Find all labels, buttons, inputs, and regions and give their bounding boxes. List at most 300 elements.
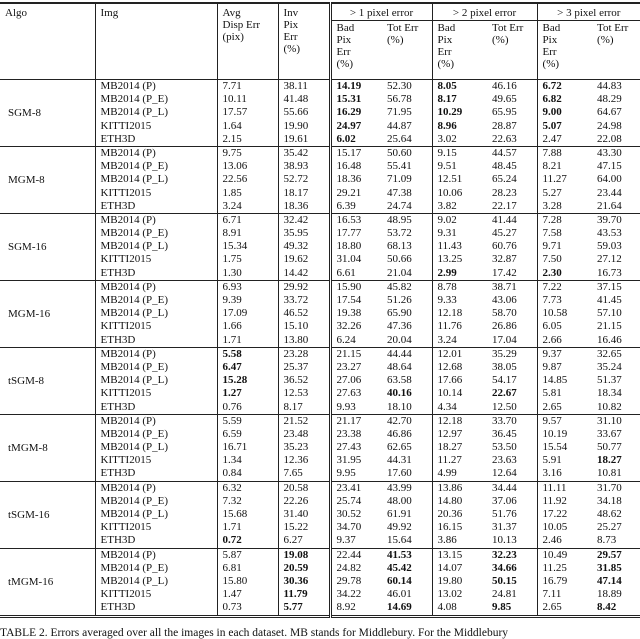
value-cell: 71.95 [387, 106, 412, 119]
results-table [0, 2, 640, 620]
value-cell: 2.15 [217, 133, 278, 147]
value-cell: 9.51 [432, 160, 487, 173]
value-cell: 15.10 [278, 320, 330, 333]
value-cell: 25.64 [387, 132, 412, 145]
value-cell: 15.22 [278, 521, 330, 534]
header-group-1px: > 1 pixel error [330, 3, 432, 21]
value-cell: 12.97 [432, 428, 487, 441]
value-cell: 2.66 [537, 334, 592, 348]
value-cell: 21.15 [597, 320, 622, 333]
value-cell: 6.24 [330, 334, 382, 348]
value-cell: 4.34 [432, 401, 487, 415]
value-cell: 50.60 [382, 146, 432, 160]
value-cell: 47.36 [387, 320, 412, 333]
table-row [0, 173, 640, 186]
img-cell: ETH3D [95, 467, 217, 481]
value-cell: 5.77 [278, 601, 330, 616]
value-cell: 30.36 [278, 575, 330, 588]
value-cell: 18.27 [432, 441, 487, 454]
value-cell: 10.11 [217, 93, 278, 106]
value-cell: 26.86 [492, 320, 517, 333]
value-cell: 15.54 [537, 441, 592, 454]
value-cell: 6.27 [278, 534, 330, 548]
value-cell: 23.41 [330, 481, 382, 495]
value-cell: 6.32 [217, 481, 278, 495]
value-cell: 49.32 [278, 240, 330, 253]
value-cell: 29.78 [330, 575, 382, 588]
value-cell: 22.67 [492, 387, 517, 400]
table-row [0, 200, 640, 214]
value-cell: 58.70 [492, 307, 517, 320]
table-row [0, 80, 640, 94]
table-row [0, 374, 640, 387]
value-cell: 21.52 [278, 414, 330, 428]
img-cell: ETH3D [95, 133, 217, 147]
img-cell: MB2014 (P_E) [95, 93, 217, 106]
value-cell: 41.44 [487, 213, 537, 227]
value-cell: 44.44 [382, 347, 432, 361]
value-cell: 10.29 [432, 106, 487, 119]
value-cell: 11.11 [537, 481, 592, 495]
header-line: Disp Err [222, 19, 261, 31]
value-cell: 55.41 [387, 160, 412, 173]
table-row [0, 454, 640, 467]
value-cell: 50.77 [597, 441, 622, 454]
value-cell: 62.65 [387, 441, 412, 454]
value-cell: 7.28 [537, 213, 592, 227]
value-cell: 0.72 [217, 534, 278, 548]
table-row [0, 334, 640, 348]
value-cell: 8.17 [278, 401, 330, 415]
value-cell: 50.66 [387, 253, 412, 266]
value-cell: 12.36 [278, 454, 330, 467]
header-line: (%) [283, 43, 300, 55]
value-cell: 23.38 [330, 428, 382, 441]
value-cell: 24.81 [492, 588, 517, 601]
value-cell: 59.03 [597, 240, 622, 253]
header-tot-err [487, 21, 537, 80]
header-img: Img [95, 3, 217, 80]
value-cell: 9.37 [537, 347, 592, 361]
value-cell: 18.80 [330, 240, 382, 253]
value-cell: 52.72 [278, 173, 330, 186]
value-cell: 10.06 [432, 187, 487, 200]
value-cell: 7.58 [537, 227, 592, 240]
header-line: Pix [542, 34, 558, 46]
value-cell: 12.68 [432, 361, 487, 374]
value-cell: 16.48 [330, 160, 382, 173]
value-cell: 35.95 [278, 227, 330, 240]
value-cell: 47.14 [597, 574, 622, 587]
header-line: Bad [542, 22, 561, 34]
table-row [0, 481, 640, 495]
value-cell: 60.76 [492, 240, 517, 253]
value-cell: 17.22 [537, 508, 592, 521]
table-row [0, 93, 640, 106]
value-cell: 9.57 [537, 414, 592, 428]
value-cell: 16.73 [597, 266, 622, 279]
value-cell: 19.80 [432, 575, 487, 588]
value-cell: 32.42 [278, 213, 330, 227]
header-group-2px: > 2 pixel error [432, 3, 537, 21]
value-cell: 9.00 [537, 106, 592, 119]
value-cell: 16.71 [217, 441, 278, 454]
value-cell: 13.86 [432, 481, 487, 495]
table-row [0, 428, 640, 441]
algo-label: MGM-8 [0, 146, 95, 213]
value-cell: 15.68 [217, 508, 278, 521]
value-cell: 36.52 [278, 374, 330, 387]
img-cell: ETH3D [95, 200, 217, 214]
value-cell: 19.38 [330, 307, 382, 320]
header-tot-err [382, 21, 432, 80]
value-cell: 44.57 [487, 146, 537, 160]
table-row [0, 414, 640, 428]
value-cell: 54.17 [492, 374, 517, 387]
value-cell: 36.45 [492, 427, 517, 440]
value-cell: 18.34 [597, 387, 622, 400]
algo-label: tSGM-8 [0, 347, 95, 414]
value-cell: 1.30 [217, 267, 278, 281]
value-cell: 25.74 [330, 495, 382, 508]
value-cell: 16.46 [597, 333, 622, 346]
value-cell: 1.27 [217, 387, 278, 400]
value-cell: 11.25 [537, 562, 592, 575]
value-cell: 31.40 [278, 508, 330, 521]
value-cell: 48.62 [597, 508, 622, 520]
value-cell: 2.46 [537, 534, 592, 548]
value-cell: 16.53 [330, 213, 382, 227]
table-row [0, 307, 640, 320]
header-line: Pix [437, 34, 453, 46]
value-cell: 6.71 [217, 213, 278, 227]
value-cell: 12.53 [278, 387, 330, 400]
value-cell: 51.37 [597, 374, 622, 387]
value-cell: 9.75 [217, 146, 278, 160]
value-cell: 33.72 [278, 294, 330, 307]
value-cell: 4.99 [432, 467, 487, 481]
value-cell: 71.09 [387, 173, 412, 186]
header-tot-err [592, 21, 640, 80]
value-cell: 12.50 [492, 400, 517, 413]
value-cell: 9.85 [492, 601, 512, 614]
value-cell: 1.47 [217, 588, 278, 601]
img-cell: MB2014 (P_L) [95, 374, 217, 387]
value-cell: 46.16 [487, 80, 537, 94]
value-cell: 14.85 [537, 374, 592, 387]
value-cell: 1.85 [217, 187, 278, 200]
value-cell: 22.17 [492, 199, 517, 212]
table-row [0, 601, 640, 616]
img-cell: ETH3D [95, 601, 217, 616]
value-cell: 28.87 [492, 119, 517, 132]
value-cell: 31.04 [330, 253, 382, 266]
header-bad-pix-err [330, 21, 382, 80]
value-cell: 2.65 [537, 401, 592, 415]
value-cell: 25.37 [278, 361, 330, 374]
value-cell: 7.22 [537, 280, 592, 294]
value-cell: 53.72 [387, 227, 412, 240]
img-cell: MB2014 (P) [95, 146, 217, 160]
value-cell: 48.00 [387, 494, 412, 507]
header-line: (%) [597, 34, 614, 46]
value-cell: 49.92 [387, 521, 412, 534]
value-cell: 15.17 [330, 146, 382, 160]
img-cell: MB2014 (P_L) [95, 307, 217, 320]
value-cell: 27.63 [330, 387, 382, 400]
value-cell: 8.91 [217, 227, 278, 240]
value-cell: 51.76 [492, 508, 517, 520]
value-cell: 11.79 [278, 588, 330, 601]
value-cell: 14.80 [432, 495, 487, 508]
img-cell: MB2014 (P) [95, 80, 217, 94]
value-cell: 22.44 [330, 548, 382, 562]
value-cell: 43.53 [597, 227, 622, 240]
header-bad-pix-err [432, 21, 487, 80]
value-cell: 47.15 [597, 160, 622, 173]
value-cell: 18.27 [597, 454, 622, 467]
table-row [0, 387, 640, 400]
value-cell: 45.82 [382, 280, 432, 294]
table-row [0, 534, 640, 548]
header-line: Inv [283, 7, 299, 19]
value-cell: 44.83 [592, 80, 640, 94]
value-cell: 17.77 [330, 227, 382, 240]
value-cell: 1.64 [217, 120, 278, 133]
value-cell: 5.58 [217, 347, 278, 361]
value-cell: 22.26 [278, 495, 330, 508]
table-row [0, 521, 640, 534]
img-cell: MB2014 (P) [95, 213, 217, 227]
value-cell: 48.95 [382, 213, 432, 227]
value-cell: 20.04 [387, 333, 412, 346]
value-cell: 11.27 [432, 454, 487, 467]
value-cell: 31.37 [492, 521, 517, 534]
header-line: Avg [222, 7, 241, 19]
value-cell: 8.21 [537, 160, 592, 173]
value-cell: 27.06 [330, 374, 382, 387]
value-cell: 24.74 [387, 199, 412, 212]
value-cell: 3.16 [537, 467, 592, 481]
value-cell: 7.73 [537, 294, 592, 307]
table-row [0, 320, 640, 333]
img-cell: MB2014 (P_E) [95, 294, 217, 307]
value-cell: 39.70 [592, 213, 640, 227]
value-cell: 17.09 [217, 307, 278, 320]
value-cell: 3.28 [537, 200, 592, 214]
img-cell: MB2014 (P) [95, 280, 217, 294]
value-cell: 50.15 [492, 574, 517, 587]
bottom-rule [0, 616, 640, 620]
img-cell: MB2014 (P_L) [95, 508, 217, 521]
value-cell: 14.07 [432, 562, 487, 575]
table-row [0, 361, 640, 374]
value-cell: 7.88 [537, 146, 592, 160]
value-cell: 52.30 [382, 80, 432, 94]
img-cell: MB2014 (P) [95, 347, 217, 361]
value-cell: 3.82 [432, 200, 487, 214]
value-cell: 13.02 [432, 588, 487, 601]
value-cell: 10.14 [432, 387, 487, 400]
table-caption: TABLE 2. Errors averaged over all the images in each dataset. MB stands for Middlebury. For the Middlebury [0, 627, 509, 639]
value-cell: 14.69 [387, 601, 412, 614]
value-cell: 25.27 [597, 521, 622, 534]
value-cell: 19.61 [278, 133, 330, 147]
value-cell: 7.11 [537, 588, 592, 601]
value-cell: 35.29 [487, 347, 537, 361]
header-line: (%) [542, 58, 560, 70]
header-line: Pix [336, 34, 352, 46]
value-cell: 61.91 [387, 508, 412, 520]
value-cell: 10.05 [537, 521, 592, 534]
value-cell: 1.66 [217, 320, 278, 333]
value-cell: 13.25 [432, 253, 487, 266]
header-line: Err [437, 46, 452, 58]
value-cell: 32.23 [487, 548, 537, 562]
value-cell: 32.65 [592, 347, 640, 361]
value-cell: 53.50 [492, 441, 517, 454]
header-line: (%) [387, 34, 404, 46]
img-cell: MB2014 (P_E) [95, 428, 217, 441]
value-cell: 34.18 [597, 494, 622, 507]
value-cell: 10.58 [537, 307, 592, 320]
value-cell: 23.44 [597, 186, 622, 199]
value-cell: 17.04 [492, 333, 517, 346]
value-cell: 32.26 [330, 320, 382, 333]
value-cell: 12.18 [432, 414, 487, 428]
table-row [0, 495, 640, 508]
value-cell: 9.33 [432, 294, 487, 307]
value-cell: 35.42 [278, 146, 330, 160]
table-row [0, 548, 640, 562]
value-cell: 8.42 [597, 601, 617, 614]
value-cell: 0.73 [217, 601, 278, 616]
value-cell: 28.23 [492, 186, 517, 199]
value-cell: 22.08 [597, 132, 622, 145]
value-cell: 29.21 [330, 187, 382, 200]
value-cell: 1.71 [217, 521, 278, 534]
header-line: Err [283, 31, 298, 43]
img-cell: MB2014 (P_E) [95, 562, 217, 575]
value-cell: 24.98 [597, 119, 622, 132]
value-cell: 5.87 [217, 548, 278, 562]
table-row [0, 253, 640, 266]
value-cell: 9.15 [432, 146, 487, 160]
value-cell: 15.64 [387, 534, 412, 547]
value-cell: 21.17 [330, 414, 382, 428]
value-cell: 6.47 [217, 361, 278, 374]
value-cell: 7.32 [217, 495, 278, 508]
value-cell: 12.18 [432, 307, 487, 320]
value-cell: 15.90 [330, 280, 382, 294]
value-cell: 33.67 [597, 427, 622, 440]
value-cell: 29.92 [278, 280, 330, 294]
value-cell: 49.65 [492, 93, 517, 106]
value-cell: 64.67 [597, 106, 622, 119]
value-cell: 16.15 [432, 521, 487, 534]
img-cell: MB2014 (P_E) [95, 160, 217, 173]
table-row [0, 120, 640, 133]
value-cell: 41.53 [382, 548, 432, 562]
value-cell: 11.92 [537, 495, 592, 508]
value-cell: 18.17 [278, 187, 330, 200]
value-cell: 46.86 [387, 427, 412, 440]
value-cell: 12.01 [432, 347, 487, 361]
value-cell: 51.26 [387, 294, 412, 306]
value-cell: 2.47 [537, 133, 592, 147]
value-cell: 0.84 [217, 467, 278, 481]
value-cell: 45.27 [492, 227, 517, 240]
value-cell: 31.85 [597, 561, 622, 574]
value-cell: 34.70 [330, 521, 382, 534]
value-cell: 6.82 [537, 93, 592, 106]
value-cell: 43.99 [382, 481, 432, 495]
img-cell: ETH3D [95, 401, 217, 415]
img-cell: MB2014 (P_E) [95, 227, 217, 240]
img-cell: MB2014 (P) [95, 481, 217, 495]
table-row [0, 160, 640, 173]
value-cell: 56.78 [387, 93, 412, 106]
header-line: (%) [336, 58, 353, 70]
value-cell: 43.06 [492, 294, 517, 306]
value-cell: 20.59 [278, 562, 330, 575]
value-cell: 1.75 [217, 253, 278, 266]
value-cell: 34.22 [330, 588, 382, 601]
value-cell: 1.34 [217, 454, 278, 467]
value-cell: 64.00 [597, 173, 622, 186]
value-cell: 4.08 [432, 601, 487, 616]
value-cell: 44.31 [387, 454, 412, 467]
value-cell: 5.91 [537, 454, 592, 467]
img-cell: KITTI2015 [95, 253, 217, 266]
value-cell: 9.87 [537, 361, 592, 374]
value-cell: 8.05 [432, 80, 487, 94]
value-cell: 2.65 [537, 601, 592, 616]
value-cell: 24.97 [330, 120, 382, 133]
value-cell: 13.80 [278, 334, 330, 348]
value-cell: 23.28 [278, 347, 330, 361]
value-cell: 12.64 [492, 467, 517, 480]
value-cell: 19.90 [278, 120, 330, 133]
img-cell: MB2014 (P_L) [95, 106, 217, 119]
header-group-3px: > 3 pixel error [537, 3, 640, 21]
value-cell: 43.30 [592, 146, 640, 160]
value-cell: 9.02 [432, 213, 487, 227]
value-cell: 16.79 [537, 575, 592, 588]
value-cell: 8.96 [432, 120, 487, 133]
value-cell: 17.54 [330, 294, 382, 307]
algo-label: SGM-8 [0, 80, 95, 147]
value-cell: 48.64 [387, 360, 412, 373]
value-cell: 12.51 [432, 173, 487, 186]
value-cell: 16.29 [330, 106, 382, 119]
img-cell: KITTI2015 [95, 387, 217, 400]
header-line: (%) [492, 34, 509, 46]
value-cell: 8.78 [432, 280, 487, 294]
header-line: (%) [437, 58, 455, 70]
value-cell: 9.39 [217, 294, 278, 307]
value-cell: 33.70 [487, 414, 537, 428]
value-cell: 6.59 [217, 428, 278, 441]
img-cell: MB2014 (P) [95, 548, 217, 562]
value-cell: 41.45 [597, 294, 622, 306]
table-row [0, 441, 640, 454]
value-cell: 17.57 [217, 106, 278, 119]
value-cell: 3.02 [432, 133, 487, 147]
value-cell: 5.07 [537, 120, 592, 133]
header-line: Tot Err [597, 22, 629, 34]
value-cell: 6.02 [330, 133, 382, 147]
